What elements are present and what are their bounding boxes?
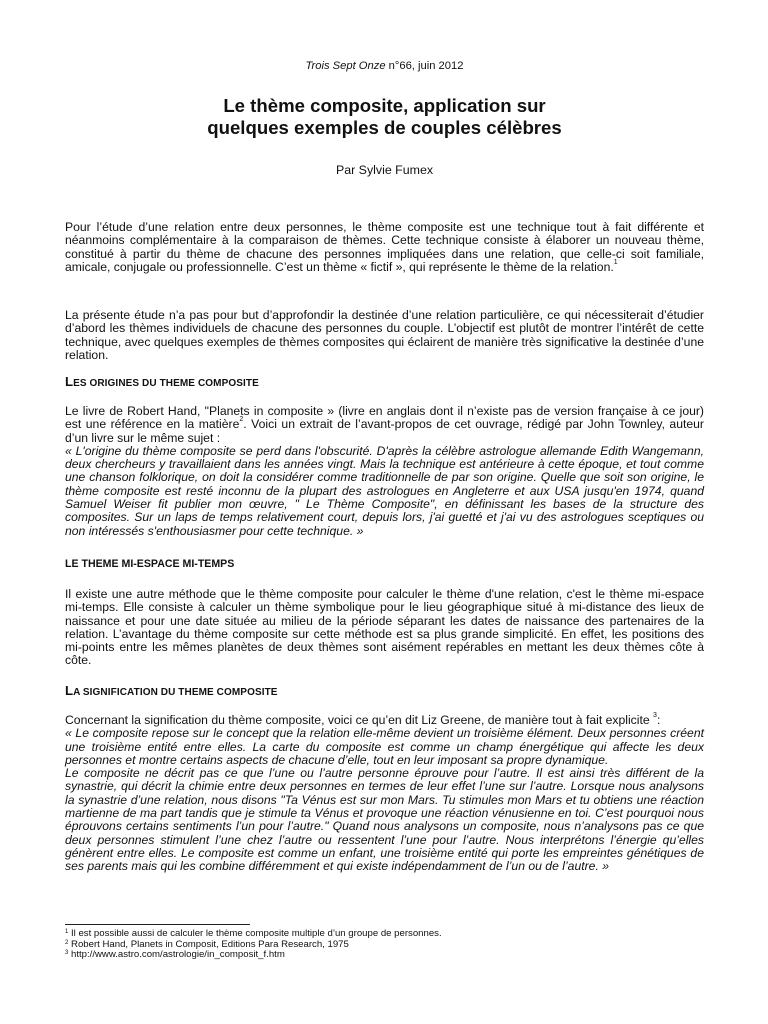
townley-quote: « L'origine du thème composite se perd dans l'obscurité. D'après la célèbre astrologue allemande Edith Wangemann, deux chercheurs y travaillaient dans les années vingt. Mais la technique est antérieure à cette époque, et tout comme une chanson folklorique, on doit la considérer comme traditionnelle de par son origine. Quelle que soit son origine, le thème composite est resté inconnu de la plupart des astrologues en Angleterre et aux USA jusqu'en 1974, quand Samuel Weiser fit publier mon œuvre, " Le Thème Composite", en définissant les bases de la structure des composites. Sur un laps de temps relativement court, depuis lors, j'ai guetté et j'ai vu des astrologues sceptiques ou non intéressés s'enthousiasmer pour cette technique. » — [65, 443, 704, 538]
section-heading-signification-rest: A SIGNIFICATION DU THEME COMPOSITE — [73, 687, 278, 698]
section-heading-origins-rest: ES ORIGINES DU THEME COMPOSITE — [73, 378, 259, 389]
intro-paragraph-2 — [65, 309, 704, 362]
article-author: Par Sylvie Fumex — [335, 163, 434, 177]
origins-paragraph-text-end: . Voici un extrait de l’avant-propos de cet ouvrage, rédigé par John Townley, auteur d’un livre sur le même sujet : — [65, 417, 704, 445]
section-heading-signification — [65, 683, 278, 700]
signification-paragraph-colon: : — [656, 713, 661, 727]
section-heading-origins — [65, 374, 259, 391]
section-heading-signification-initial: L — [65, 683, 74, 698]
intro-paragraph-1 — [65, 221, 704, 274]
footnote-ref-2: 2 — [239, 416, 244, 424]
signification-paragraph-text: Concernant la signification du thème composite, voici ce qu’en dit Liz Greene, de manière tout à fait explicite — [65, 713, 650, 727]
section-heading-origins-initial: L — [65, 374, 74, 389]
footnotes — [65, 929, 704, 961]
footnote-text: Il est possible aussi de calculer le thème composite multiple d’un groupe de personnes. — [68, 928, 442, 939]
article-title — [65, 95, 704, 139]
footnote-number: 3 — [65, 950, 69, 957]
article-title-line-1: Le thème composite, application sur — [223, 95, 546, 116]
signification-paragraph — [65, 714, 704, 874]
origins-paragraph-text: Le livre de Robert Hand, "Planets in composite » (livre en anglais dont il n’existe pas de version française à ce jour) est une référence en la matière — [65, 404, 704, 432]
footnote-text: http://www.astro.com/astrologie/in_composit_f.htm — [68, 949, 285, 961]
origins-paragraph — [65, 405, 704, 538]
footnote-ref-1: 1 — [613, 258, 618, 266]
footnote-number: 2 — [65, 939, 69, 946]
journal-header — [65, 59, 704, 73]
greene-quote-part-2: Le composite ne décrit pas ce que l’une ou l’autre personne éprouve pour l’autre. Il est ainsi très différent de la synastrie, qui décrit la chimie entre deux personnes en termes de leur effet l’une sur l’autre. Lorsque nous analysons la synastrie d’une relation, nous disons "Ta Vénus est sur mon Mars. Tu stimules mon Mars et tu obtiens une réaction martienne de ma part tandis que je stimule ta Vénus et provoque une réaction vénusienne en toi. C’est pourquoi nous éprouvons certains sentiments l’un pour l’autre." Quand nous analysons un composite, nous n’analysons pas ce que deux personnes stimulent l’une chez l’autre ou ressentent l’une pour l’autre. Nous interprétons l’énergie qu’elles génèrent entre elles. Le composite est comme un enfant, une troisième entité qui porte les empreintes génétiques de ses parents mais qui les combine différemment et qui existe indépendamment de l’un ou de l’autre. » — [65, 766, 704, 874]
mi-espace-paragraph — [65, 588, 704, 668]
intro-paragraph-2-text: La présente étude n’a pas pour but d’approfondir la destinée d’une relation particulière, ce qui nécessiterait d’étudier d’abord les thèmes individuels de chacune des personnes du couple. L’objectif est plutôt de montrer l’intérêt de cette technique, avec quelques exemples de thèmes composites qui éclairent de manière très significative la destinée d’une relation. — [65, 308, 704, 362]
footnote-ref-3: 3 — [653, 712, 657, 719]
section-heading-mi-espace: LE THEME MI-ESPACE MI-TEMPS — [65, 558, 235, 570]
footnote-number: 1 — [65, 929, 69, 935]
mi-espace-paragraph-text: Il existe une autre méthode que le thème composite pour calculer le thème d'une relation, c'est le thème mi-espace mi-temps. Elle consiste à calculer un thème symbolique pour le lieu géographique situé à mi-distance des lieux de naissance et pour une date située au milieu de la période séparant les dates de naissance des partenaires de la relation. L’avantage du thème composite sur cette méthode est sa plus grande simplicité. En effet, les positions des mi-points entre les mêmes planètes de deux thèmes sont aisément repérables en mettant les deux thèmes côte à côte. — [65, 587, 704, 668]
article-title-line-2: quelques exemples de couples célèbres — [207, 117, 562, 138]
intro-paragraph-1-text: Pour l’étude d’une relation entre deux personnes, le thème composite est une technique tout à fait différente et néanmoins complémentaire à la comparaison de thèmes. Cette technique consiste à élaborer un nouveau thème, constitué à partir du thème de chacune des personnes impliquées dans une relation, que celle-ci soit familiale, amicale, conjugale ou professionnelle. C’est un thème « fictif », qui représente le thème de la relation. — [65, 220, 704, 274]
journal-issue: n°66, juin 2012 — [385, 60, 464, 72]
footnote-item — [65, 950, 704, 961]
footnote-text: Robert Hand, Planets in Composit, Editions Para Research, 1975 — [68, 938, 349, 950]
greene-quote-part-1: « Le composite repose sur le concept que la relation elle-même devient un troisième élément. Deux personnes créent une troisième entité entre elles. La carte du composite est comme un champ énergétique qui affecte les deux personnes et montre certains aspects de chacune d’elle, tout en leur imposant sa propre dynamique. — [65, 726, 704, 767]
journal-name: Trois Sept Onze — [305, 60, 386, 72]
footnote-divider — [65, 924, 250, 925]
